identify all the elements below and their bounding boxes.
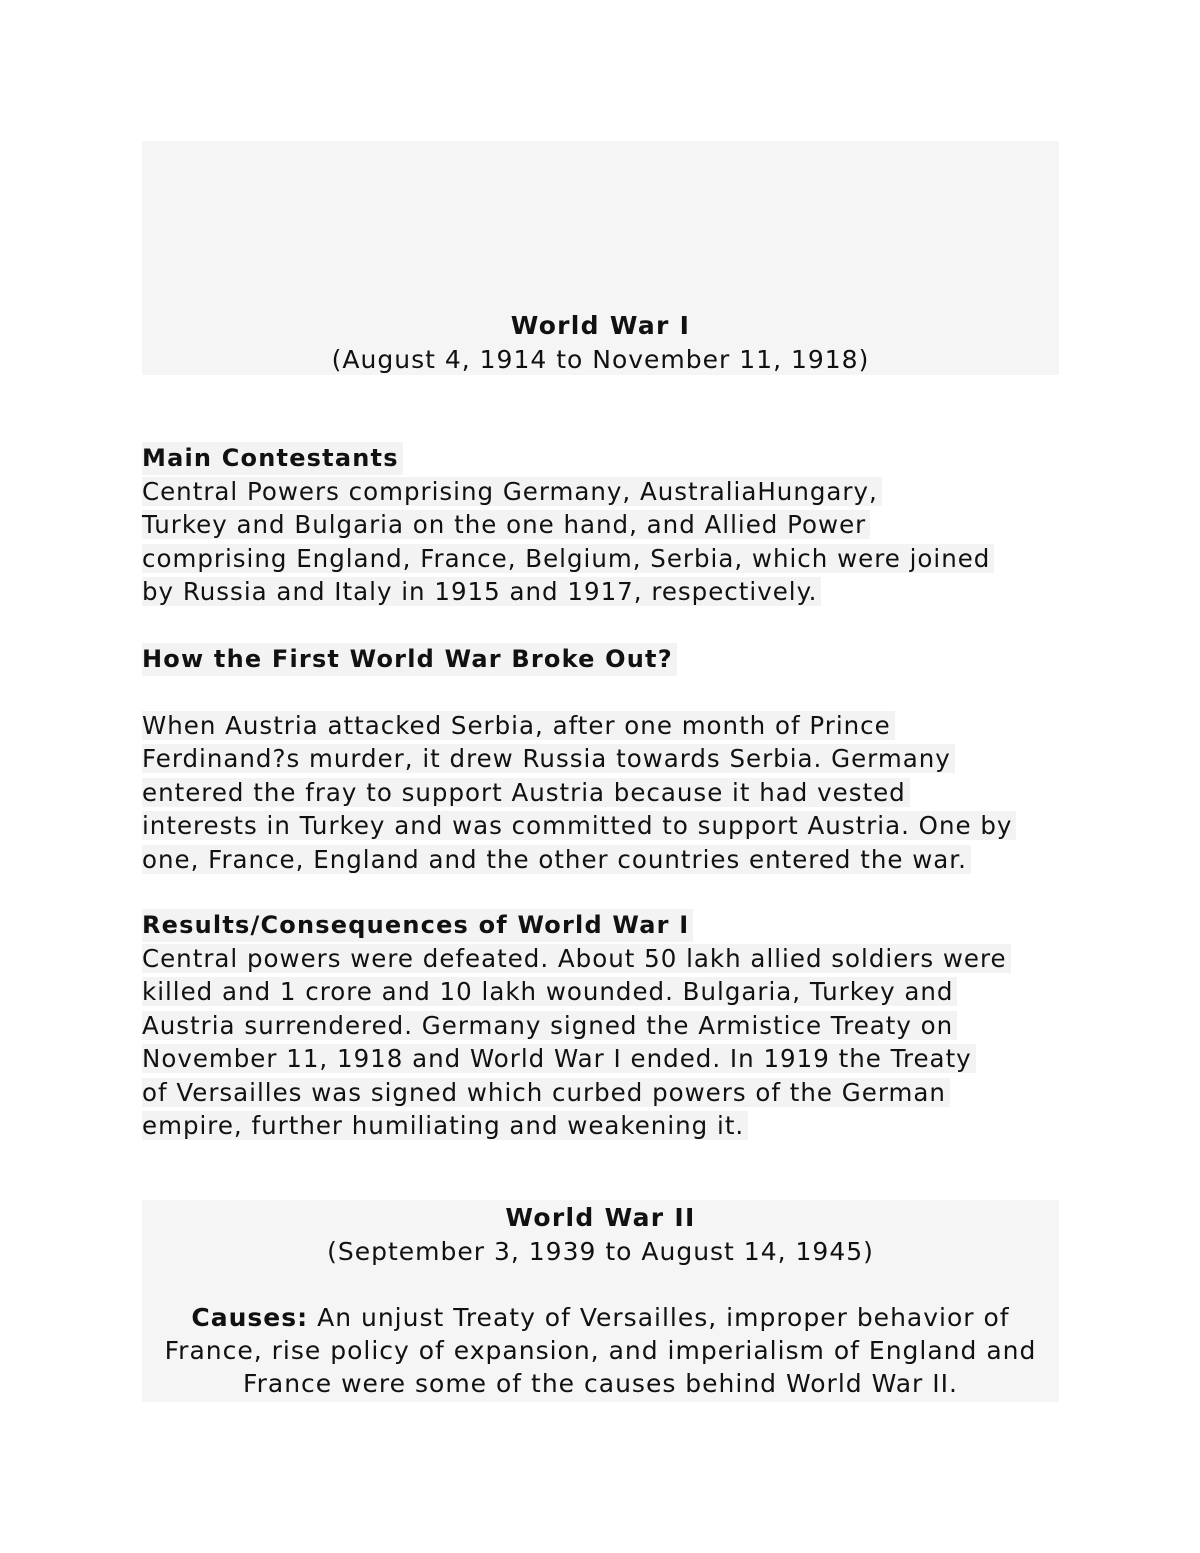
how-broke-out-body (142, 709, 1072, 876)
ww1-title-box (142, 141, 1059, 375)
main-contestants-heading: Main Contestants (142, 442, 403, 475)
ww2-box (142, 1200, 1059, 1402)
ww2-dates: (September 3, 1939 to August 14, 1945) (327, 1237, 874, 1266)
results-section (142, 909, 1072, 1142)
results-heading: Results/Consequences of World War I (142, 909, 693, 942)
results-text (142, 942, 1072, 1142)
results-line: November 11, 1918 and World War I ended. In 1919 the Treaty (142, 1044, 976, 1073)
how-broke-out-heading: How the First World War Broke Out? (142, 643, 677, 676)
results-line: Austria surrendered. Germany signed the Armistice Treaty on (142, 1011, 957, 1040)
ww2-causes-label: Causes: (191, 1303, 309, 1332)
how-broke-out-line: Ferdinand?s murder, it drew Russia towards Serbia. Germany (142, 744, 955, 773)
how-broke-out-line: one, France, England and the other countries entered the war. (142, 845, 971, 874)
how-broke-out-section (142, 643, 1072, 676)
ww1-title: World War I (510, 311, 691, 340)
ww2-causes-line: An unjust Treaty of Versailles, improper behavior of (308, 1303, 1010, 1332)
how-broke-out-line: interests in Turkey and was committed to support Austria. One by (142, 811, 1016, 840)
results-line: Central powers were defeated. About 50 lakh allied soldiers were (142, 944, 1011, 973)
how-broke-out-text (142, 709, 1072, 876)
ww2-causes (142, 1301, 1059, 1400)
ww2-causes-line: France, rise policy of expansion, and imperialism of England and (164, 1336, 1037, 1365)
main-contestants-line: by Russia and Italy in 1915 and 1917, respectively. (142, 577, 821, 606)
how-broke-out-line: When Austria attacked Serbia, after one month of Prince (142, 711, 895, 740)
how-broke-out-line: entered the fray to support Austria because it had vested (142, 778, 910, 807)
results-line: killed and 1 crore and 10 lakh wounded. Bulgaria, Turkey and (142, 977, 957, 1006)
main-contestants-line: comprising England, France, Belgium, Serbia, which were joined (142, 544, 994, 573)
main-contestants-line: Central Powers comprising Germany, AustraliaHungary, (142, 477, 882, 506)
ww2-title: World War II (505, 1203, 696, 1232)
main-contestants-line: Turkey and Bulgaria on the one hand, and Allied Power (142, 510, 870, 539)
ww1-dates: (August 4, 1914 to November 11, 1918) (331, 345, 870, 374)
results-line: empire, further humiliating and weakening it. (142, 1111, 748, 1140)
results-line: of Versailles was signed which curbed powers of the German (142, 1078, 950, 1107)
main-contestants-text (142, 475, 1072, 609)
main-contestants-section (142, 442, 1072, 609)
ww2-causes-line: France were some of the causes behind World War II. (243, 1369, 958, 1398)
